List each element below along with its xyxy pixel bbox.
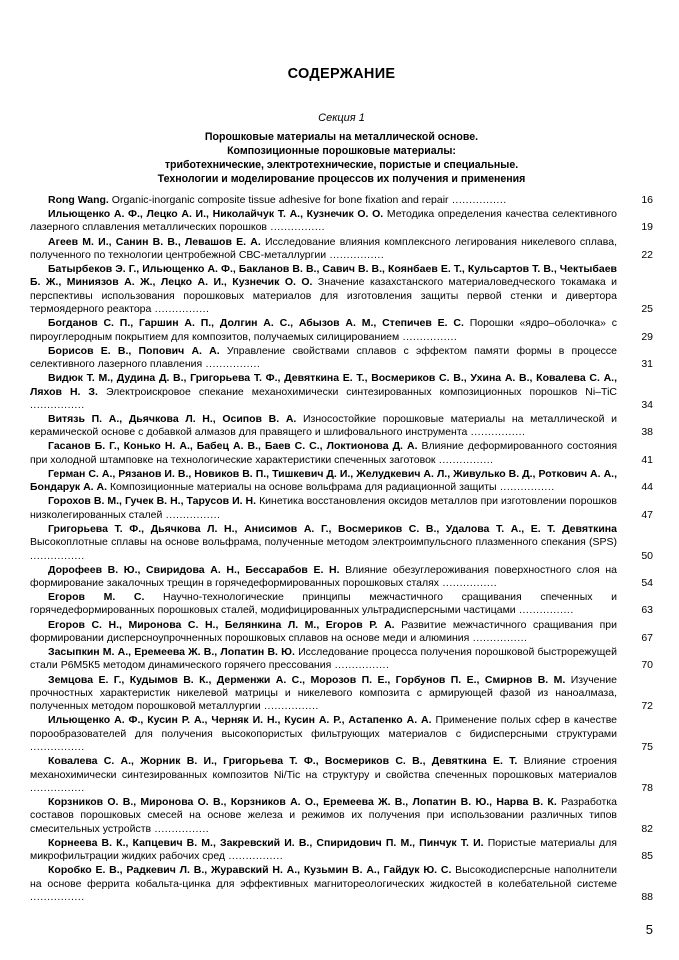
toc-entry[interactable] (30, 796, 653, 836)
toc-entry-title: Влияние деформированного состояния при холодной штамповке на технологические характеристики спеченных заготовок (30, 440, 618, 466)
toc-entry-title: Развитие межчастичного сращивания при формировании дисперсноупрочненных порошковых сплавов на основе меди и алюминия (30, 618, 617, 644)
toc-entry[interactable] (30, 523, 653, 563)
toc-entry-authors: Агеев М. И., Санин В. В., Левашов Е. А. (48, 235, 261, 248)
section-heading-line: Композиционные порошковые материалы: (227, 145, 456, 157)
toc-entry-authors: Видюк Т. М., Дудина Д. В., Григорьева Т. Ф., Девяткина Е. Т., Восмериков С. В., Ухина А. В., Ковалева С. А., Ляхов Н. З. (30, 372, 617, 398)
dot-leader: ................ (30, 549, 85, 562)
toc-entry-page: 63 (641, 604, 653, 617)
toc-entry[interactable] (30, 194, 653, 207)
section-label: Секция 1 (318, 112, 365, 124)
toc-entry[interactable] (30, 208, 653, 235)
toc-entry-page: 72 (641, 700, 653, 713)
toc-entry-page: 82 (641, 822, 653, 835)
toc-entry-title: Влияние строения механохимически синтезированных композитов Ni/Tic на структуру и свойства спеченных порошковых материалов (30, 755, 617, 781)
toc-entry-page: 41 (641, 453, 653, 466)
toc-entry-authors: Батырбеков Э. Г., Ильющенко А. Ф., Бакланов В. В., Савич В. В., Коянбаев Е. Т., Кульсартов Т. В., Чектыбаев Б. Ж., Миниязов А. Ж., Лецко А. И., Кузнечик О. О. (30, 263, 617, 289)
dot-leader: ................ (439, 577, 498, 589)
toc-entry-page: 29 (641, 330, 653, 343)
toc-entry-authors: Витязь П. А., Дьячкова Л. Н., Осипов В. А. (48, 412, 297, 425)
toc-entry-title: Методика определения качества селективного лазерного сплавления металлических порошков (30, 208, 618, 234)
dot-leader: ................ (30, 741, 85, 754)
page-title: СОДЕРЖАНИЕ (287, 66, 396, 82)
toc-entry-authors: Егоров М. С. (48, 591, 145, 604)
toc-entry-authors: Горохов В. М., Гучек В. Н., Тарусов И. Н. (48, 495, 257, 508)
toc-entry-page: 31 (641, 358, 653, 371)
toc-entry[interactable] (30, 674, 653, 714)
toc-entry[interactable] (30, 646, 653, 673)
toc-entry-page: 47 (641, 508, 653, 521)
toc-entry-authors: Герман С. А., Рязанов И. В., Новиков В. П., Тишкевич Д. И., Желудкевич А. Л., Живулько В. Д., Роткович А. А., Бондарук А. А. (30, 467, 617, 494)
toc-entry-page: 38 (641, 426, 653, 439)
toc-entry-title: Порошки «ядро–оболочка» с пироуглеродным покрытием для композитов, получаемых силицированием (30, 317, 617, 343)
toc-entry-title: Исследование влияния комплексного легирования никелевого сплава, полученного по технологии центробежной СВС-металлургии (30, 235, 617, 261)
toc-entry-page: 22 (641, 248, 653, 261)
dot-leader: ................ (202, 358, 261, 371)
dot-leader: ................ (162, 508, 221, 521)
toc-entry-authors: Богданов С. П., Гаршин А. П., Долгин А. С., Абызов А. М., Степичев Е. С. (48, 317, 464, 330)
toc-entry-title: Исследование процесса получения порошковой быстрорежущей стали Р6М5К5 методом динамического горячего прессования (30, 646, 618, 672)
toc-entry-title: Кинетика восстановления оксидов металлов при изготовлении порошков низколегированных сталей (30, 495, 617, 521)
toc-entry-page: 54 (641, 577, 653, 589)
toc-entry-authors: Гасанов Б. Г., Конько Н. А., Бабец А. В., Баев С. С., Локтионова Д. А. (48, 440, 418, 453)
toc-entry[interactable] (30, 591, 653, 618)
toc-entry-page: 44 (641, 481, 653, 494)
toc-entry-title: Высокоплотные сплавы на основе вольфрама, полученные методом электроимпульсного плазменного спекания (SPS) (30, 536, 617, 549)
toc-entry[interactable] (30, 317, 653, 344)
toc-entry-title: Композиционные материалы на основе вольфрама для радиационной защиты (109, 481, 497, 494)
toc-entry[interactable] (30, 714, 653, 754)
toc-entry[interactable] (30, 236, 653, 263)
toc-entry-authors: Ковалева С. А., Жорник В. И., Григорьева Т. Ф., Восмериков С. В., Девяткина Е. Т. (48, 755, 518, 768)
dot-leader: ................ (30, 890, 85, 903)
toc-entry-title: Электроискровое спекание механохимически синтезированных композиционных порошков Ni–TiC (105, 385, 617, 398)
toc-entry-authors: Коробко Е. В., Радкевич Л. В., Журавский Н. А., Кузьмин В. А., Гайдук Ю. С. (48, 864, 452, 877)
toc-entry-title: Управление свойствами сплавов с эффектом памяти формы в процессе селективного лазерного плавления (30, 344, 617, 371)
toc-entry-title: Значение казахстанского материаловедческого токамака и перспективы использования порошковых материалов для изготовления защиты первой стенки и дивертора термоядерного реактора (30, 276, 617, 316)
section-heading-line: Технологии и моделирование процессов их получения и применения (157, 173, 526, 185)
toc-entry[interactable] (30, 495, 653, 522)
toc-entry-authors: Rong Wang. (48, 194, 109, 206)
dot-leader: ................ (30, 398, 85, 411)
dot-leader: ................ (448, 194, 507, 206)
toc-entry[interactable] (30, 864, 653, 904)
section-heading-line: триботехнические, электротехнические, пористые и специальные. (164, 159, 519, 171)
toc-entry[interactable] (30, 440, 653, 467)
toc-entry-page: 85 (641, 850, 653, 863)
dot-leader: ................ (30, 781, 85, 794)
dot-leader: ................ (515, 604, 574, 617)
toc-entry-title: Влияние обезуглероживания поверхностного слоя на формирование закалочных трещин в горячедеформированных порошковых сталях (30, 563, 617, 589)
toc-entry-page: 16 (641, 194, 653, 206)
toc-entry[interactable] (30, 755, 653, 795)
section-heading (30, 130, 653, 186)
dot-leader: ................ (267, 221, 326, 234)
toc-entry[interactable] (30, 619, 653, 646)
dot-leader: ................ (467, 426, 526, 439)
toc-entry-page: 50 (641, 549, 653, 562)
dot-leader: ................ (225, 850, 284, 863)
dot-leader: ................ (399, 330, 458, 343)
toc-entry-title: Научно-технологические принципы межчастичного сращивания спеченных и горячедеформированных порошковых сталей, модифицированных ультрадисперсными частицами (30, 591, 617, 617)
toc-entry-page: 78 (641, 781, 653, 794)
toc-entry-title: Пористые материалы для микрофильтрации жидких рабочих сред (30, 836, 617, 863)
toc-entry-authors: Земцова Е. Г., Кудымов В. К., Дерменжи А. С., Морозов П. Е., Горбунов П. Е., Смирнов В. М. (48, 673, 566, 686)
toc-entry[interactable] (30, 263, 653, 316)
toc-entry-title: Изучение прочностных характеристик никелевой матрицы и никелевого композита с армирующей фазой из наноалмаза, полученных методом порошковой металлургии (30, 673, 618, 713)
toc-entry-authors: Ильющенко А. Ф., Лецко А. И., Николайчук Т. А., Кузнечик О. О. (48, 208, 384, 221)
dot-leader: ................ (435, 453, 494, 466)
toc-entry-authors: Засыпкин М. А., Еремеева Ж. В., Лопатин В. Ю. (48, 646, 295, 659)
toc-entry[interactable] (30, 837, 653, 864)
toc-entry-title: Разработка составов порошковых смесей на основе железа и режимов их получения при использовании различных типов смесительных устройств (30, 795, 617, 835)
toc-entry-page: 75 (641, 741, 653, 754)
toc-entry[interactable] (30, 345, 653, 372)
toc-entry[interactable] (30, 564, 653, 591)
toc-list (30, 194, 653, 904)
dot-leader: ................ (260, 700, 319, 713)
page-number: 5 (645, 922, 653, 937)
toc-entry-title: Применение полых сфер в качестве порообразователей для получения высокопористых фильтрующих материалов с бидисперсными структурами (30, 714, 617, 740)
toc-entry[interactable] (30, 468, 653, 495)
section-heading-line: Порошковые материалы на металлической основе. (204, 131, 479, 143)
toc-entry-title: Износостойкие порошковые материалы на металлической и керамической основе с добавкой алмазов для правящего и шлифовального инструмента (30, 412, 617, 439)
toc-entry-authors: Ильющенко А. Ф., Кусин Р. А., Черняк И. Н., Кусин А. Р., Астапенко А. А. (48, 714, 432, 727)
toc-entry-authors: Егоров С. Н., Миронова С. Н., Белянкина Л. М., Егоров Р. А. (48, 618, 395, 631)
toc-entry-page: 67 (641, 631, 653, 644)
toc-entry-page: 34 (641, 398, 653, 411)
toc-entry-authors: Григорьева Т. Ф., Дьячкова Л. Н., Анисимов А. Г., Восмериков С. В., Удалова Т. А., Е. Т. Девяткина (48, 522, 617, 535)
dot-leader: ................ (496, 481, 555, 494)
dot-leader: ................ (469, 631, 528, 644)
toc-entry-page: 25 (641, 303, 653, 316)
toc-entry-authors: Борисов Е. В., Попович А. А. (48, 344, 220, 357)
toc-entry-page: 19 (641, 221, 653, 234)
dot-leader: ................ (151, 303, 210, 316)
dot-leader: ................ (331, 659, 390, 672)
toc-entry-authors: Корнеева В. К., Капцевич В. М., Закревский И. В., Спиридович П. М., Пинчук Т. И. (48, 836, 484, 849)
toc-entry-page: 88 (641, 890, 653, 903)
toc-entry-title: Organic-inorganic composite tissue adhesive for bone fixation and repair (111, 194, 449, 206)
dot-leader: ................ (151, 822, 210, 835)
toc-entry-authors: Дорофеев В. Ю., Свиридова А. Н., Бессарабов Е. Н. (48, 563, 340, 576)
toc-entry-authors: Корзников О. В., Миронова О. В., Корзников А. О., Еремеева Ж. В., Лопатин В. Ю., Нарва В. К. (48, 795, 557, 808)
toc-entry-page: 70 (641, 659, 653, 672)
toc-entry-title: Высокодисперсные наполнители на основе феррита кобальта-цинка для эффективных магнитореологических жидкостей в колебательной системе (30, 864, 617, 890)
toc-entry[interactable] (30, 372, 653, 412)
dot-leader: ................ (326, 248, 385, 261)
toc-entry[interactable] (30, 413, 653, 440)
